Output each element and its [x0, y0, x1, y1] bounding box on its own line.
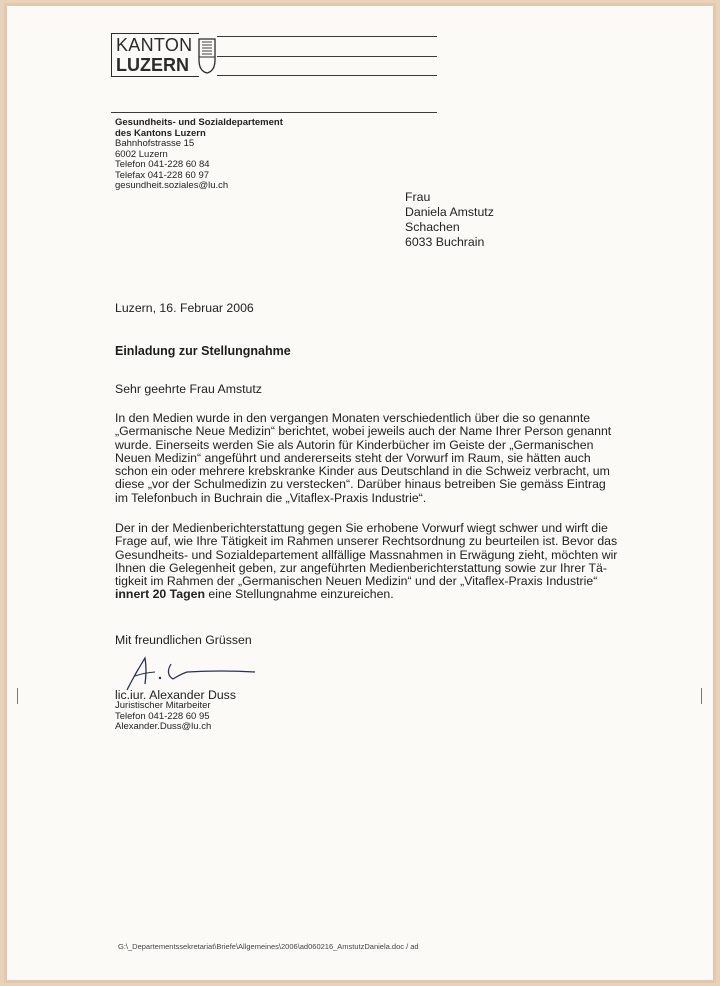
sender-dept-line2: des Kantons Luzern	[115, 127, 206, 139]
paragraph-line: schon ein oder mehrere krebskranke Kinder aus Deutschland in die Schweiz verbracht, um	[115, 464, 610, 479]
letterhead-rule-3	[217, 75, 437, 76]
paragraph-line: diese „vor der Schulmedizin zu verstecken“. Darüber hinaus betreiben Sie gemäss Eintrag	[115, 477, 606, 492]
paragraph-line: Ihnen die Gelegenheit geben, zur angeführten Medienberichterstattung sowie zur Ihrer Tä-	[115, 560, 607, 575]
recipient-name: Daniela Amstutz	[405, 205, 494, 219]
canton-logo	[111, 33, 221, 79]
signatory-name: lic.iur. Alexander Duss	[115, 688, 236, 702]
canton-crest-icon	[197, 38, 217, 74]
logo-line-luzern: LUZERN	[111, 55, 199, 77]
body-paragraph-2	[115, 522, 655, 602]
paragraph-line: Neuen Medizin“ angeführt und andererseits steht der Vorwurf im Raum, sie hätten auch	[115, 450, 591, 465]
scan-mark-right	[701, 688, 702, 704]
paragraph-line-tail: eine Stellungnahme einzureichen.	[204, 587, 394, 602]
signatory-email: Alexander.Duss@lu.ch	[115, 721, 212, 732]
scan-mark-left	[17, 688, 18, 704]
sender-block	[115, 118, 283, 192]
signatory-details	[115, 701, 211, 733]
letter-subject: Einladung zur Stellungnahme	[115, 344, 291, 358]
footer-file-path: G:\_Departementssekretariat\Briefe\Allgemeines\2006\ad060216_AmstutzDaniela.doc / ad	[118, 942, 419, 951]
sender-city: 6002 Luzern	[115, 148, 168, 160]
sender-phone: Telefon 041-228 60 84	[115, 159, 210, 170]
letterhead-rule-2	[217, 56, 437, 57]
paragraph-line: In den Medien wurde in den vergangen Monaten verschiedentlich über die so genannte	[115, 411, 591, 425]
paragraph-line: Gesundheits- und Sozialdepartement allfällige Massnahmen in Erwägung zieht, möchten wir	[115, 547, 618, 562]
paragraph-line: „Germanische Neue Medizin“ berichtet, wobei jeweils auch der Name Ihrer Person genannt	[115, 424, 612, 439]
signatory-title: Juristischer Mitarbeiter	[115, 700, 211, 711]
paragraph-line-last	[115, 588, 655, 601]
paragraph-line: Frage auf, wie Ihre Tätigkeit im Rahmen unserer Rechtsordnung zu beurteilen ist. Bevor das	[115, 534, 618, 549]
letter-closing: Mit freundlichen Grüssen	[115, 633, 252, 647]
recipient-street: Schachen	[405, 220, 460, 234]
sender-rule	[111, 112, 437, 113]
deadline-emphasis: innert 20 Tagen	[115, 587, 205, 602]
signatory-phone: Telefon 041-228 60 95	[115, 710, 210, 722]
body-paragraph-1	[115, 412, 655, 505]
letter-date: Luzern, 16. Februar 2006	[115, 301, 254, 315]
paragraph-line: im Telefonbuch in Buchrain die „Vitaflex-Praxis Industrie“.	[115, 490, 427, 505]
paragraph-line: Der in der Medienberichterstattung gegen Sie erhobene Vorwurf wiegt schwer und wirft die	[115, 521, 608, 535]
recipient-city: 6033 Buchrain	[405, 235, 485, 249]
letter-page	[4, 3, 716, 983]
recipient-salutation: Frau	[405, 190, 431, 204]
paragraph-line: tigkeit im Rahmen der „Germanischen Neuen Medizin“ und der „Vitaflex-Praxis Industrie“	[115, 574, 598, 589]
letterhead-rule-1	[217, 36, 437, 37]
sender-fax: Telefax 041-228 60 97	[115, 169, 210, 181]
paragraph-line: wurde. Einerseits werden Sie als Autorin für Kinderbücher im Geiste der „Germanischen	[115, 437, 594, 452]
sender-email: gesundheit.soziales@lu.ch	[115, 180, 229, 191]
sender-dept-line1: Gesundheits- und Sozialdepartement	[115, 117, 283, 128]
recipient-address	[405, 190, 494, 250]
logo-line-kanton: KANTON	[111, 33, 199, 55]
letter-greeting: Sehr geehrte Frau Amstutz	[115, 382, 262, 396]
sender-street: Bahnhofstrasse 15	[115, 138, 195, 149]
